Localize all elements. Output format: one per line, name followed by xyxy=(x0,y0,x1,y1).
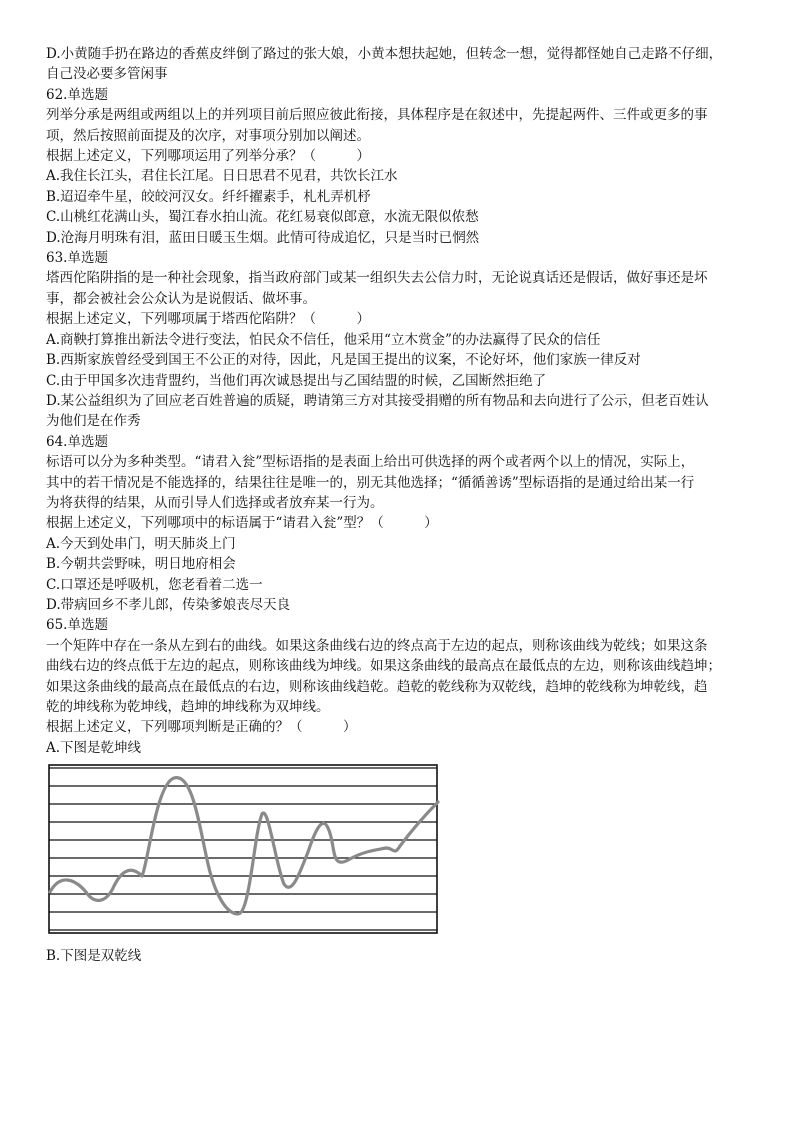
option-d-line-1: D.某公益组织为了回应老百姓普遍的质疑，聘请第三方对其接受捐赠的所有物品和去向进行了公示，但老百姓认 xyxy=(46,392,709,409)
curve-figure xyxy=(48,764,440,936)
question-prompt: 根据上述定义，下列哪项中的标语属于“请君入瓮”型？（ ） xyxy=(46,515,438,532)
option-c: C.口罩还是呼吸机，您老看着二选一 xyxy=(46,576,263,593)
question-61-tail xyxy=(46,44,758,85)
option-b: B.西斯家族曾经受到国王不公正的对待，因此，凡是国王提出的议案，不论好坏，他们家族一律反对 xyxy=(46,352,641,369)
option-a: A.今天到处串门，明天肺炎上门 xyxy=(46,535,236,552)
option-d-line-2: 自己没必要多管闲事 xyxy=(46,66,168,83)
definition-line: 曲线右边的终点低于左边的起点，则称该曲线为坤线。如果这条曲线的最高点在最低点的左边，则称该曲线趋坤； xyxy=(46,658,721,675)
option-b: B.今朝共尝野味，明日地府相会 xyxy=(46,556,236,573)
definition-line: 乾的坤线称为乾坤线，趋坤的坤线称为双坤线。 xyxy=(46,699,330,715)
definition-line: 如果这条曲线的最高点在最低点的右边，则称该曲线趋乾。趋乾的乾线称为双乾线，趋坤的乾线称为坤乾线，趋 xyxy=(46,678,708,695)
definition-line: 项，然后按照前面提及的次序，对事项分别加以阐述。 xyxy=(46,127,370,144)
question-prompt: 根据上述定义，下列哪项判断是正确的？（ ） xyxy=(46,719,357,736)
question-prompt: 根据上述定义，下列哪项属于塔西佗陷阱？（ ） xyxy=(46,311,370,328)
option-b: B.迢迢牵牛星，皎皎河汉女。纤纤擢素手，札札弄机杼 xyxy=(46,188,371,205)
question-header: 65.单选题 xyxy=(46,617,108,634)
question-header: 63.单选题 xyxy=(46,250,108,267)
option-d: D.沧海月明珠有泪，蓝田日暖玉生烟。此情可待成追忆，只是当时已惘然 xyxy=(46,229,480,246)
option-c: C.山桃红花满山头，蜀江春水拍山流。花红易衰似郎意，水流无限似侬愁 xyxy=(46,209,479,226)
definition-line: 为将获得的结果，从而引导人们选择或者放弃某一行为。 xyxy=(46,494,384,511)
definition-line: 标语可以分为多种类型。“请君入瓮”型标语指的是表面上给出可供选择的两个或者两个以上的情况，实际上， xyxy=(46,454,695,471)
question-64 xyxy=(46,432,758,616)
option-a: A.下图是乾坤线 xyxy=(46,739,142,756)
exam-page xyxy=(46,44,758,967)
option-d-line-1: D.小黄随手扔在路边的香蕉皮绊倒了路过的张大娘，小黄本想扶起她，但转念一想，觉得都怪她自己走路不仔细， xyxy=(46,46,723,62)
question-63 xyxy=(46,248,758,432)
option-d-line-2: 为他们是在作秀 xyxy=(46,413,141,430)
question-62 xyxy=(46,85,758,248)
definition-line: 塔西佗陷阱指的是一种社会现象，指当政府部门或某一组织失去公信力时，无论说真话还是假话，做好事还是坏 xyxy=(46,270,708,287)
option-b: B.下图是双乾线 xyxy=(46,948,142,965)
option-c: C.由于甲国多次违背盟约，当他们再次诚恳提出与乙国结盟的时候，乙国断然拒绝了 xyxy=(46,372,547,389)
definition-line: 事，都会被社会公众认为是说假话、做坏事。 xyxy=(46,290,316,307)
definition-line: 其中的若干情况是不能选择的，结果往往是唯一的，别无其他选择；“循循善诱”型标语指的是通过给出某一行 xyxy=(46,474,695,491)
definition-line: 列举分承是两组或两组以上的并列项目前后照应彼此衔接，具体程序是在叙述中，先提起两件、三件或更多的事 xyxy=(46,107,708,124)
definition-line: 一个矩阵中存在一条从左到右的曲线。如果这条曲线右边的终点高于左边的起点，则称该曲线为乾线；如果这条 xyxy=(46,637,708,654)
option-d: D.带病回乡不孝儿郎，传染爹娘丧尽天良 xyxy=(46,596,291,613)
option-a: A.商鞅打算推出新法令进行变法，怕民众不信任，他采用“立木赏金”的办法赢得了民众的信任 xyxy=(46,331,601,348)
curve-matrix-graphic xyxy=(48,764,440,936)
question-65 xyxy=(46,615,758,966)
question-header: 64.单选题 xyxy=(46,433,108,450)
question-prompt: 根据上述定义，下列哪项运用了列举分承？（ ） xyxy=(46,148,370,165)
question-header: 62.单选题 xyxy=(46,86,108,103)
option-a: A.我住长江头，君住长江尾。日日思君不见君，共饮长江水 xyxy=(46,168,398,185)
